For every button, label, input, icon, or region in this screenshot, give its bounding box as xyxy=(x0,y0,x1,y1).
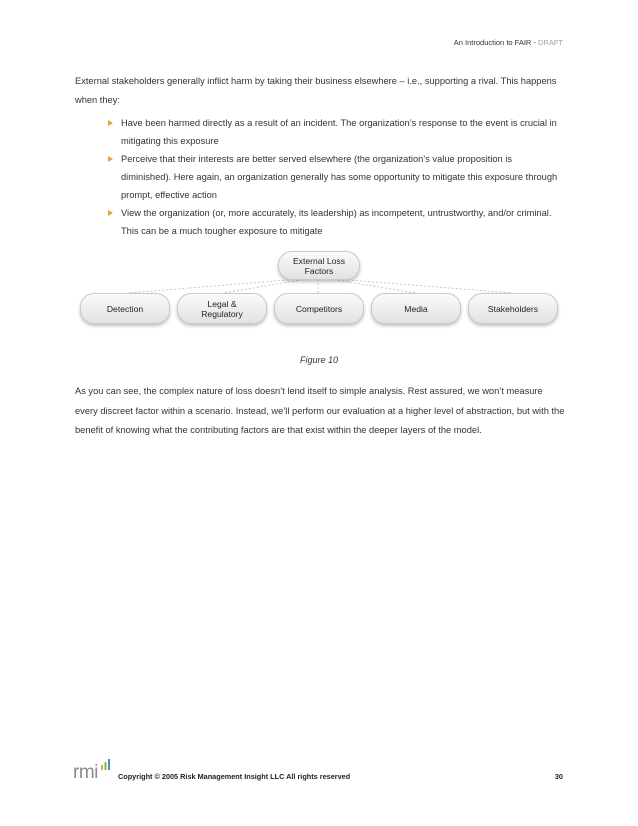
bullet-arrow-icon xyxy=(108,120,113,126)
node-label: Stakeholders xyxy=(487,303,539,314)
diagram-node-legal-regulatory xyxy=(177,293,267,324)
diagram-node-competitors xyxy=(274,293,364,324)
bullet-arrow-icon xyxy=(108,210,113,216)
diagram-node-media xyxy=(371,293,461,324)
copyright-notice: Copyright © 2005 Risk Management Insight LLC All rights reserved xyxy=(118,772,351,781)
running-header xyxy=(454,38,563,47)
node-label: External Loss Factors xyxy=(292,255,346,276)
connector-line xyxy=(128,279,300,293)
bullet-list xyxy=(108,114,558,240)
bullet-arrow-icon xyxy=(108,156,113,162)
connector-line xyxy=(336,279,512,293)
connector-line xyxy=(224,279,306,293)
bullet-item xyxy=(108,150,558,204)
diagram-node-detection xyxy=(80,293,170,324)
bullet-item xyxy=(108,204,558,240)
bullet-item xyxy=(108,114,558,150)
header-title: An Introduction to FAIR - xyxy=(453,38,538,47)
connector-line xyxy=(330,279,416,293)
diagram-node-stakeholders xyxy=(468,293,558,324)
diagram-node-root xyxy=(278,251,360,280)
bullet-text: Have been harmed directly as a result of an incident. The organization’s response to the event is crucial in mitigating this exposure xyxy=(121,118,557,146)
node-label: Competitors xyxy=(295,303,343,314)
node-label: Legal & Regulatory xyxy=(201,298,243,319)
node-label: Media xyxy=(404,303,428,314)
draft-label: DRAFT xyxy=(538,38,563,47)
page-number: 30 xyxy=(554,772,563,781)
rmi-logo xyxy=(73,762,115,784)
node-label: Detection xyxy=(106,303,144,314)
bullet-text: Perceive that their interests are better served elsewhere (the organization’s value proposition is diminished). Here again, an organization generally has some opportunity to mitigate this exposure through prompt, effective action xyxy=(121,154,558,200)
body-paragraph: As you can see, the complex nature of loss doesn’t lend itself to simple analysis. Rest assured, we won’t measure every discreet factor within a scenario. Instead, we’ll perform our evaluation at a higher level of abstraction, but with the benefit of knowing what the contributing factors are that exist within the deeper layers of the model. xyxy=(75,386,565,435)
logo-text: rmi xyxy=(73,762,98,783)
bullet-text: View the organization (or, more accurately, its leadership) as incompetent, untrustworthy, and/or criminal. This can be a much tougher exposure to mitigate xyxy=(121,208,552,236)
figure-caption: Figure 10 xyxy=(299,355,339,365)
signal-bars-icon xyxy=(101,758,115,770)
intro-paragraph: External stakeholders generally inflict harm by taking their business elsewhere – i.e., supporting a rival. This happens when they: xyxy=(75,76,557,105)
